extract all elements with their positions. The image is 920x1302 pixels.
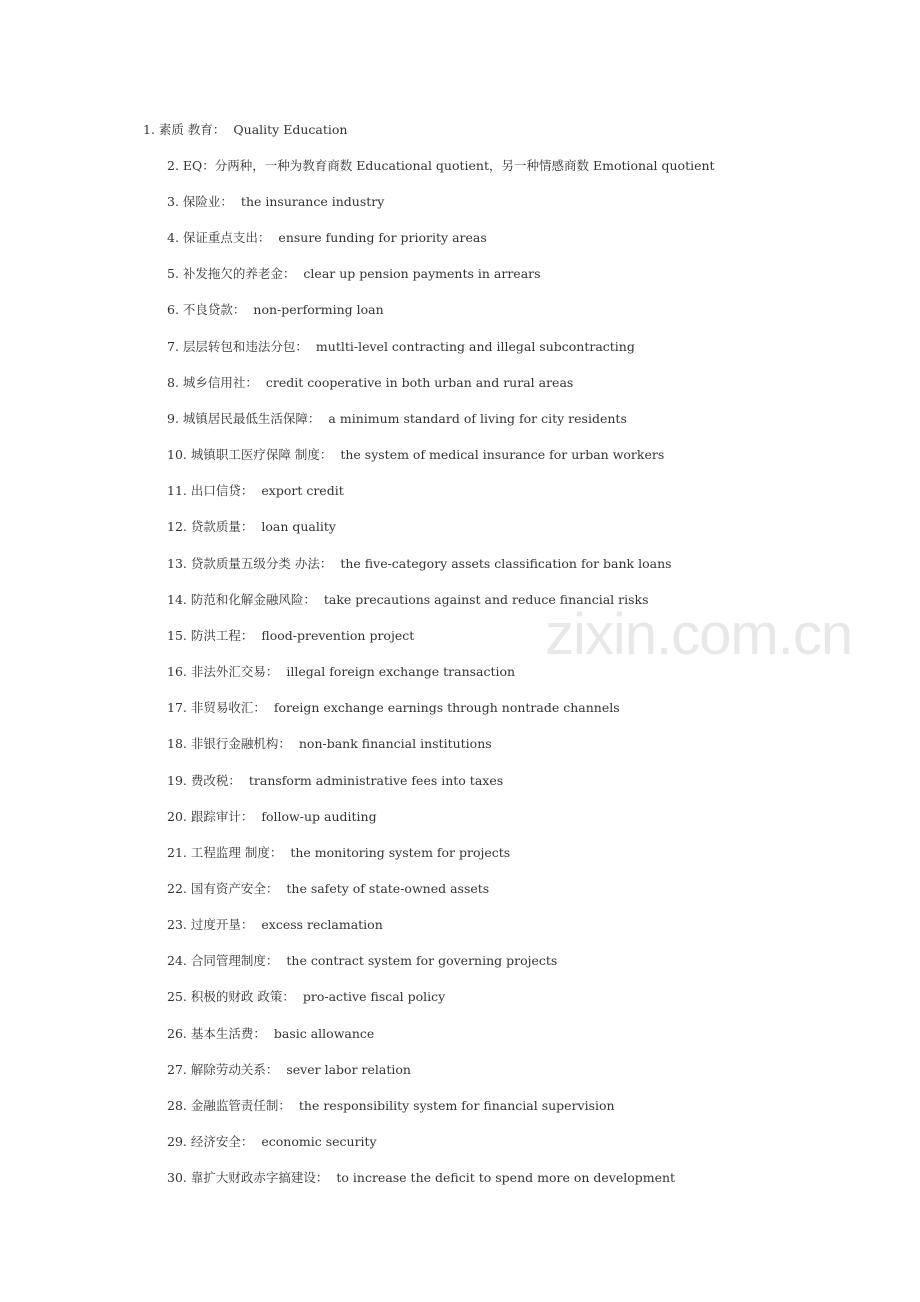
item-number: 10. — [167, 447, 187, 462]
item-number: 22. — [167, 881, 187, 896]
item-number: 25. — [167, 989, 187, 1004]
item-term: 城镇职工医疗保障 制度： — [190, 447, 333, 462]
item-term: 国有资产安全： — [190, 881, 279, 896]
item-translation: mutlti-level contracting and illegal subcontracting — [315, 339, 635, 354]
item-translation: to increase the deficit to spend more on development — [336, 1170, 676, 1185]
list-item — [167, 194, 384, 210]
list-item — [167, 953, 557, 969]
list-item — [167, 158, 719, 174]
list-item — [167, 628, 414, 644]
item-number: 1. — [143, 122, 155, 137]
item-term: 非贸易收汇： — [190, 700, 266, 715]
item-translation: take precautions against and reduce financial risks — [323, 592, 649, 607]
item-number: 30. — [167, 1170, 187, 1185]
item-translation: a minimum standard of living for city residents — [328, 411, 627, 426]
list-item — [167, 411, 627, 427]
item-number: 14. — [167, 592, 187, 607]
item-translation: credit cooperative in both urban and rural areas — [265, 375, 574, 390]
item-number: 26. — [167, 1026, 187, 1041]
item-term: 非银行金融机构： — [190, 736, 291, 751]
item-number: 3. — [167, 194, 179, 209]
list-item — [167, 989, 445, 1005]
item-translation: follow-up auditing — [261, 809, 377, 824]
item-translation: flood-prevention project — [261, 628, 415, 643]
item-term: 保证重点支出： — [182, 230, 271, 245]
list-item — [167, 1026, 374, 1042]
item-number: 28. — [167, 1098, 187, 1113]
item-number: 5. — [167, 266, 179, 281]
list-item — [167, 773, 503, 789]
list-item — [167, 519, 336, 535]
item-term: 防洪工程： — [190, 628, 254, 643]
item-term: 金融监管责任制： — [190, 1098, 291, 1113]
item-translation: transform administrative fees into taxes — [248, 773, 504, 788]
item-translation: foreign exchange earnings through nontrade channels — [273, 700, 620, 715]
list-item — [143, 122, 347, 138]
list-item — [167, 302, 384, 318]
item-number: 27. — [167, 1062, 187, 1077]
item-number: 29. — [167, 1134, 187, 1149]
item-term: 贷款质量五级分类 办法： — [190, 556, 333, 571]
item-number: 19. — [167, 773, 187, 788]
item-term: 基本生活费： — [190, 1026, 266, 1041]
list-item — [167, 230, 487, 246]
item-term: 合同管理制度： — [190, 953, 279, 968]
item-term: 层层转包和违法分包： — [182, 339, 308, 354]
item-number: 18. — [167, 736, 187, 751]
item-number: 9. — [167, 411, 179, 426]
item-term: 保险业： — [182, 194, 233, 209]
list-item — [167, 881, 489, 897]
item-term: 城镇居民最低生活保障： — [182, 411, 321, 426]
item-number: 16. — [167, 664, 187, 679]
list-item — [167, 700, 620, 716]
item-term: 补发拖欠的养老金： — [182, 266, 296, 281]
item-translation: export credit — [261, 483, 344, 498]
list-item — [167, 375, 573, 391]
item-term: 防范和化解金融风险： — [190, 592, 316, 607]
list-item — [167, 1098, 615, 1114]
item-term: 经济安全： — [190, 1134, 254, 1149]
item-number: 13. — [167, 556, 187, 571]
item-number: 23. — [167, 917, 187, 932]
list-item — [167, 917, 383, 933]
item-translation: ensure funding for priority areas — [278, 230, 487, 245]
item-term: EQ：分两种，一种为教育商数 Educational quotient，另一种情感商数 Emotional quotient — [182, 158, 715, 173]
item-translation: the safety of state-owned assets — [286, 881, 490, 896]
list-item — [167, 736, 492, 752]
item-translation: the responsibility system for financial supervision — [298, 1098, 615, 1113]
item-translation: loan quality — [261, 519, 336, 534]
item-term: 积极的财政 政策： — [190, 989, 295, 1004]
item-number: 21. — [167, 845, 187, 860]
item-translation: non-performing loan — [253, 302, 384, 317]
item-term: 素质 教育： — [158, 122, 226, 137]
list-item — [167, 809, 377, 825]
item-term: 出口信贷： — [190, 483, 254, 498]
item-number: 2. — [167, 158, 179, 173]
list-item — [167, 483, 344, 499]
item-translation: the five-category assets classification for bank loans — [340, 556, 672, 571]
list-item — [167, 1134, 377, 1150]
item-term: 过度开垦： — [190, 917, 254, 932]
list-item — [167, 447, 664, 463]
item-number: 11. — [167, 483, 187, 498]
list-item — [167, 1062, 411, 1078]
item-translation: excess reclamation — [261, 917, 383, 932]
item-translation: the system of medical insurance for urban workers — [340, 447, 665, 462]
item-number: 8. — [167, 375, 179, 390]
item-translation: the insurance industry — [240, 194, 385, 209]
item-translation: basic allowance — [273, 1026, 375, 1041]
item-translation: clear up pension payments in arrears — [303, 266, 541, 281]
item-term: 城乡信用社： — [182, 375, 258, 390]
item-term: 不良贷款： — [182, 302, 246, 317]
item-number: 7. — [167, 339, 179, 354]
watermark: zixin.com.cn — [545, 602, 853, 667]
item-number: 15. — [167, 628, 187, 643]
item-term: 费改税： — [190, 773, 241, 788]
item-term: 贷款质量： — [190, 519, 254, 534]
item-translation: illegal foreign exchange transaction — [286, 664, 516, 679]
item-number: 17. — [167, 700, 187, 715]
list-item — [167, 339, 635, 355]
list-item — [167, 266, 541, 282]
list-item — [167, 664, 515, 680]
item-number: 12. — [167, 519, 187, 534]
item-translation: pro-active fiscal policy — [302, 989, 446, 1004]
item-term: 非法外汇交易： — [190, 664, 279, 679]
item-number: 24. — [167, 953, 187, 968]
item-number: 6. — [167, 302, 179, 317]
list-item — [167, 845, 510, 861]
list-item — [167, 1170, 675, 1186]
list-item — [167, 592, 649, 608]
item-translation: non-bank financial institutions — [298, 736, 492, 751]
item-translation: the monitoring system for projects — [290, 845, 511, 860]
list-item — [167, 556, 672, 572]
item-term: 跟踪审计： — [190, 809, 254, 824]
item-term: 靠扩大财政赤字搞建设： — [190, 1170, 329, 1185]
item-term: 解除劳动关系： — [190, 1062, 279, 1077]
item-number: 4. — [167, 230, 179, 245]
item-translation: Quality Education — [233, 122, 348, 137]
item-translation: sever labor relation — [286, 1062, 411, 1077]
item-translation: the contract system for governing projects — [286, 953, 558, 968]
item-translation: economic security — [261, 1134, 377, 1149]
item-number: 20. — [167, 809, 187, 824]
item-term: 工程监理 制度： — [190, 845, 283, 860]
